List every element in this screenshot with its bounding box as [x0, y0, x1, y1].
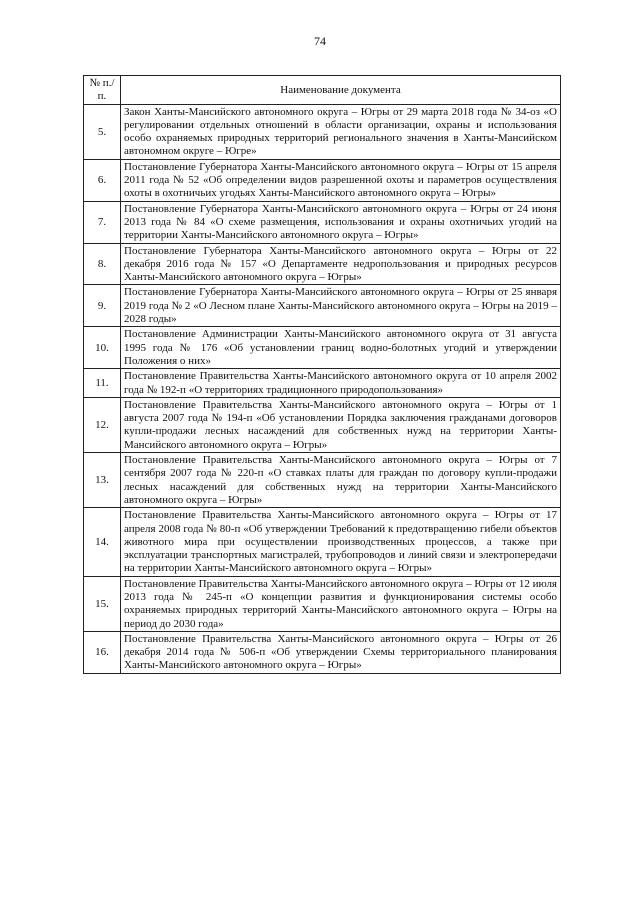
row-number: 5.	[84, 104, 121, 159]
document-title: Постановление Правительства Ханты-Мансийского автономного округа – Югры от 17 апреля 2008 года № 80-п «Об утверждении Требований к предотвращению гибели объектов животного мира при осуществлении производственных процессов, а также при эксплуатации транспортных магистралей, трубопроводов и линий связи и электропередачи на территории Ханты-Мансийского автономного округа – Югры»	[121, 508, 561, 576]
table-row	[84, 453, 561, 508]
table-row	[84, 576, 561, 631]
document-title: Закон Ханты-Мансийского автономного округа – Югры от 29 марта 2018 года № 34-оз «О регулировании отдельных отношений в области организации, охраны и использования особо охраняемых природных территорий регионального значения в Ханты-Мансийском автономном округе – Югре»	[121, 104, 561, 159]
row-number: 9.	[84, 285, 121, 327]
row-number: 6.	[84, 159, 121, 201]
row-number: 11.	[84, 369, 121, 398]
table-header-row	[84, 76, 561, 105]
table-row	[84, 243, 561, 285]
row-number: 13.	[84, 453, 121, 508]
document-title: Постановление Правительства Ханты-Мансийского автономного округа от 10 апреля 2002 года № 192-п «О территориях традиционного природопользования»	[121, 369, 561, 398]
table-row	[84, 201, 561, 243]
row-number: 14.	[84, 508, 121, 576]
header-document-name: Наименование документа	[121, 76, 561, 105]
document-title: Постановление Правительства Ханты-Мансийского автономного округа – Югры от 7 сентября 2007 года № 220-п «О ставках платы для граждан по договору купли-продажи лесных насаждений для собственных нужд на территории Ханты-Мансийского автономного округа – Югры»	[121, 453, 561, 508]
header-number: № п./п.	[84, 76, 121, 105]
row-number: 16.	[84, 631, 121, 673]
row-number: 10.	[84, 327, 121, 369]
table-row	[84, 397, 561, 452]
table-row	[84, 508, 561, 576]
row-number: 12.	[84, 397, 121, 452]
table-row	[84, 631, 561, 673]
row-number: 15.	[84, 576, 121, 631]
document-title: Постановление Губернатора Ханты-Мансийского автономного округа – Югры от 22 декабря 2016 года № 157 «О Департаменте недропользования и природных ресурсов Ханты-Мансийского автономного округа – Югры»	[121, 243, 561, 285]
table-row	[84, 369, 561, 398]
document-title: Постановление Губернатора Ханты-Мансийского автономного округа – Югры от 24 июня 2013 года № 84 «О схеме размещения, использования и охраны охотничьих угодий на территории Ханты-Мансийского автономного округа – Югры»	[121, 201, 561, 243]
documents-table	[83, 75, 561, 674]
document-title: Постановление Правительства Ханты-Мансийского автономного округа – Югры от 12 июля 2013 года № 245-п «О концепции развития и функционирования системы особо охраняемых природных территорий Ханты-Мансийского автономного округа – Югры на период до 2030 года»	[121, 576, 561, 631]
document-title: Постановление Губернатора Ханты-Мансийского автономного округа – Югры от 25 января 2019 года № 2 «О Лесном плане Ханты-Мансийского автономного округа – Югры на 2019 – 2028 годы»	[121, 285, 561, 327]
page-number: 74	[314, 34, 326, 48]
table-row	[84, 285, 561, 327]
table-row	[84, 104, 561, 159]
table-row	[84, 327, 561, 369]
document-title: Постановление Губернатора Ханты-Мансийского автономного округа – Югры от 15 апреля 2011 года № 52 «Об определении видов разрешенной охоты и параметров осуществления охоты в охотничьих угодьях Ханты-Мансийского автономного округа – Югры»	[121, 159, 561, 201]
document-title: Постановление Администрации Ханты-Мансийского автономного округа от 31 августа 1995 года № 176 «Об установлении границ водно-болотных угодий и утверждении Положения о них»	[121, 327, 561, 369]
document-title: Постановление Правительства Ханты-Мансийского автономного округа – Югры от 1 августа 2007 года № 194-п «Об установлении Порядка заключения гражданами договоров купли-продажи лесных насаждений для собственных нужд на территории Ханты-Мансийского автономного округа – Югры»	[121, 397, 561, 452]
row-number: 8.	[84, 243, 121, 285]
document-title: Постановление Правительства Ханты-Мансийского автономного округа – Югры от 26 декабря 2014 года № 506-п «Об утверждении Схемы территориального планирования Ханты-Мансийского автономного округа – Югры»	[121, 631, 561, 673]
row-number: 7.	[84, 201, 121, 243]
table-row	[84, 159, 561, 201]
